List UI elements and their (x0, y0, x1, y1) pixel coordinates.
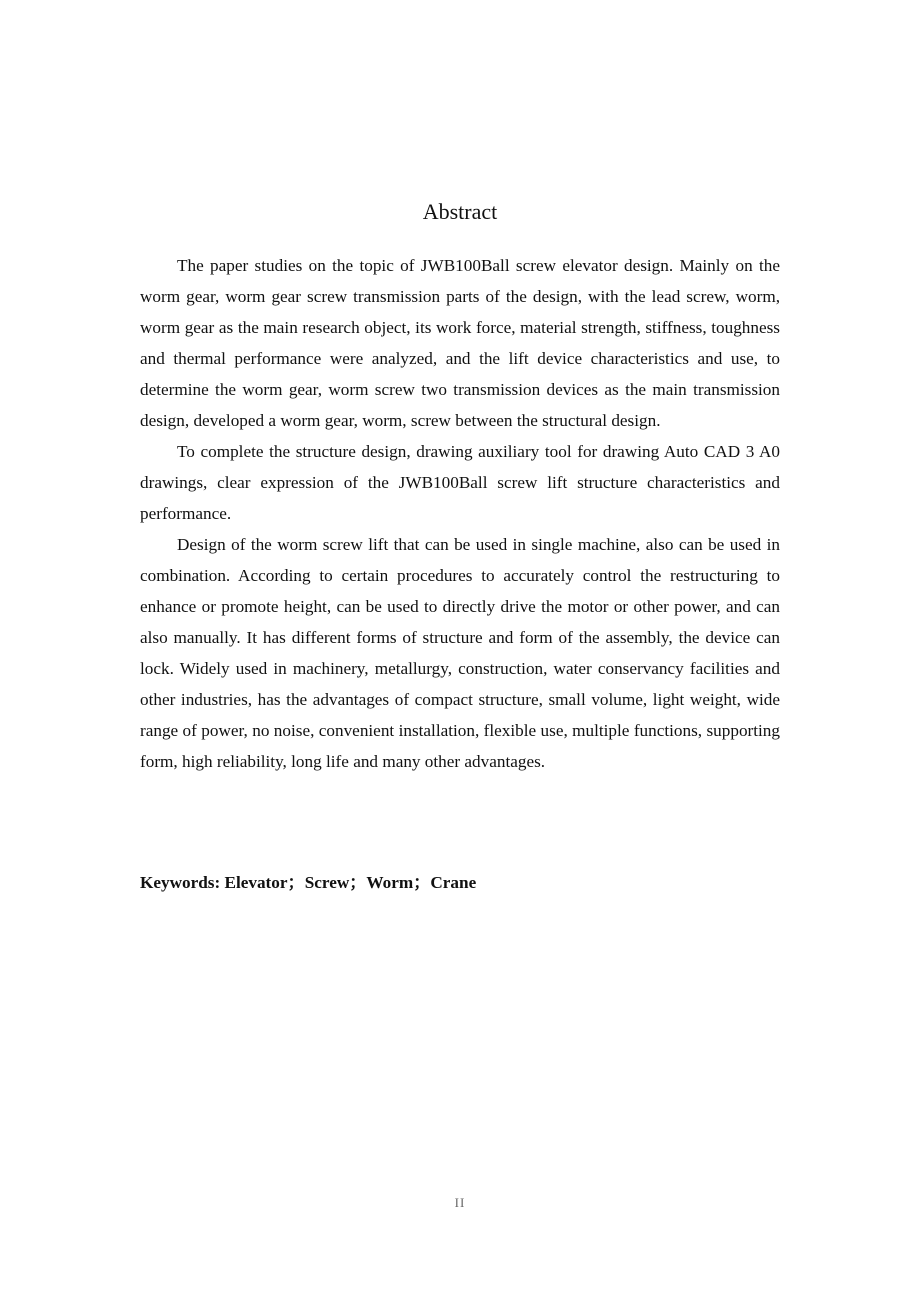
page-number: II (454, 1195, 466, 1210)
abstract-title: Abstract (422, 199, 498, 224)
keywords-line (140, 869, 780, 897)
abstract-paragraph-3: Design of the worm screw lift that can be used in single machine, also can be used in combination. According to certain procedures to accurately control the restructuring to enhance or promote height, can be used to directly drive the motor or other power, and can also manually. It has different forms of structure and form of the assembly, the device can lock. Widely used in machinery, metallurgy, construction, water conservancy facilities and other industries, has the advantages of compact structure, small volume, light weight, wide range of power, no noise, convenient installation, flexible use, multiple functions, supporting form, high reliability, long life and many other advantages. (140, 535, 780, 771)
abstract-body (140, 250, 780, 777)
keywords-label: Keywords: (140, 873, 221, 892)
keywords-list: Elevator；Screw；Worm；Crane (224, 873, 477, 892)
abstract-paragraph-2: To complete the structure design, drawing auxiliary tool for drawing Auto CAD 3 A0 drawings, clear expression of the JWB100Ball screw lift structure characteristics and performance. (140, 442, 780, 523)
abstract-paragraph-1: The paper studies on the topic of JWB100Ball screw elevator design. Mainly on the worm gear, worm gear screw transmission parts of the design, with the lead screw, worm, worm gear as the main research object, its work force, material strength, stiffness, toughness and thermal performance were analyzed, and the lift device characteristics and use, to determine the worm gear, worm screw two transmission devices as the main transmission design, developed a worm gear, worm, screw between the structural design. (140, 256, 780, 430)
